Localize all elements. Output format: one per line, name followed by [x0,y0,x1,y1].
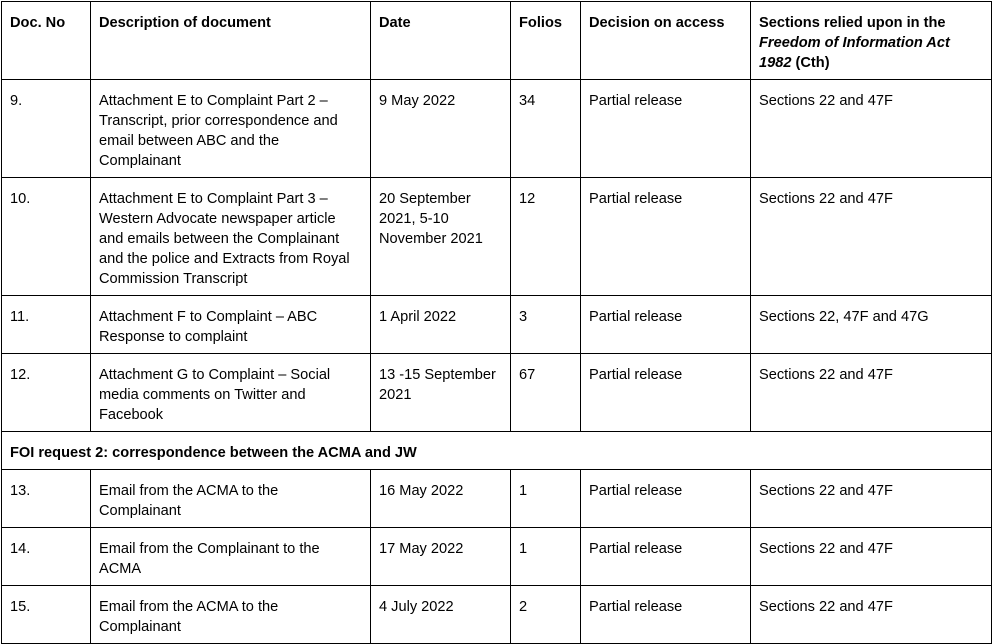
table-header-row [2,2,992,80]
cell-folios: 2 [511,586,581,644]
cell-sections: Sections 22 and 47F [751,178,992,296]
cell-date: 17 May 2022 [371,528,511,586]
table-row [2,354,992,432]
cell-sections: Sections 22 and 47F [751,470,992,528]
cell-decision: Partial release [581,586,751,644]
cell-folios: 3 [511,296,581,354]
cell-date: 13 -15 September 2021 [371,354,511,432]
cell-sections: Sections 22 and 47F [751,528,992,586]
cell-decision: Partial release [581,296,751,354]
header-sections-suffix: (Cth) [795,55,830,71]
table-row [2,528,992,586]
cell-sections: Sections 22 and 47F [751,80,992,178]
header-doc-no: Doc. No [2,2,91,80]
documents-table [1,1,992,644]
cell-doc-no: 15. [2,586,91,644]
cell-description: Attachment G to Complaint – Social media comments on Twitter and Facebook [91,354,371,432]
cell-decision: Partial release [581,354,751,432]
cell-description: Email from the ACMA to the Complainant [91,586,371,644]
table-row [2,178,992,296]
cell-date: 1 April 2022 [371,296,511,354]
cell-sections: Sections 22 and 47F [751,586,992,644]
cell-sections: Sections 22 and 47F [751,354,992,432]
cell-date: 20 September 2021, 5-10 November 2021 [371,178,511,296]
table-row [2,470,992,528]
header-description: Description of document [91,2,371,80]
cell-folios: 1 [511,528,581,586]
cell-doc-no: 10. [2,178,91,296]
section-heading-row [2,432,992,470]
cell-date: 4 July 2022 [371,586,511,644]
cell-date: 9 May 2022 [371,80,511,178]
header-sections-act: Freedom of Information Act 1982 [759,35,950,71]
cell-decision: Partial release [581,470,751,528]
cell-doc-no: 13. [2,470,91,528]
table-row [2,296,992,354]
header-decision: Decision on access [581,2,751,80]
cell-folios: 34 [511,80,581,178]
section-heading: FOI request 2: correspondence between the ACMA and JW [2,432,992,470]
cell-doc-no: 12. [2,354,91,432]
cell-sections: Sections 22, 47F and 47G [751,296,992,354]
cell-description: Attachment E to Complaint Part 3 – Western Advocate newspaper article and emails between the Complainant and the police and Extracts from Royal Commission Transcript [91,178,371,296]
cell-decision: Partial release [581,178,751,296]
cell-decision: Partial release [581,528,751,586]
cell-doc-no: 14. [2,528,91,586]
cell-folios: 67 [511,354,581,432]
header-sections [751,2,992,80]
header-folios: Folios [511,2,581,80]
cell-description: Email from the Complainant to the ACMA [91,528,371,586]
cell-decision: Partial release [581,80,751,178]
table-row [2,80,992,178]
cell-description: Attachment E to Complaint Part 2 – Transcript, prior correspondence and email between ABC and the Complainant [91,80,371,178]
cell-doc-no: 11. [2,296,91,354]
cell-doc-no: 9. [2,80,91,178]
cell-folios: 1 [511,470,581,528]
header-date: Date [371,2,511,80]
cell-description: Attachment F to Complaint – ABC Response to complaint [91,296,371,354]
header-sections-prefix: Sections relied upon in the [759,15,946,31]
cell-folios: 12 [511,178,581,296]
cell-date: 16 May 2022 [371,470,511,528]
cell-description: Email from the ACMA to the Complainant [91,470,371,528]
